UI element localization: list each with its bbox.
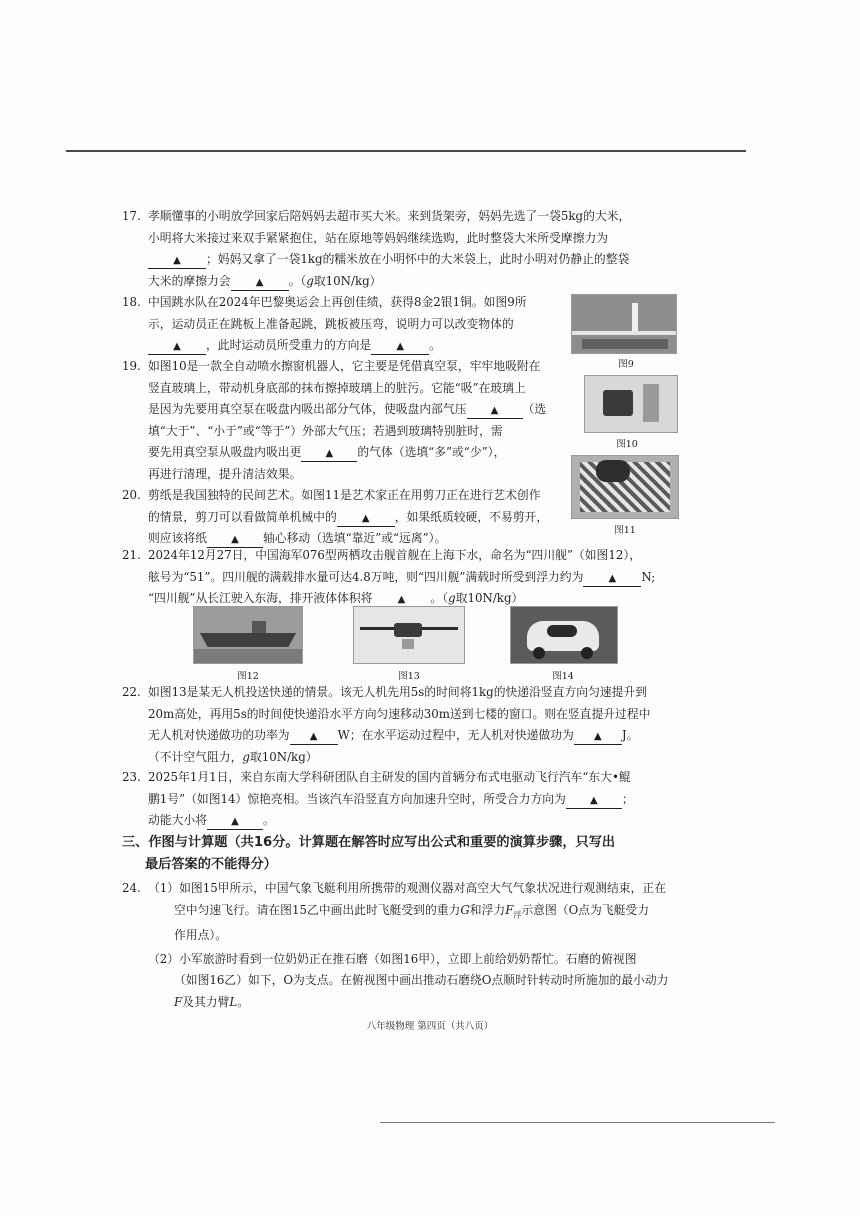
q24-part1-line-3: 作用点）。 bbox=[174, 928, 228, 943]
answer-blank[interactable]: ▲ bbox=[372, 591, 430, 608]
answer-blank[interactable]: ▲ bbox=[207, 531, 263, 548]
question-number: 18. bbox=[122, 295, 141, 309]
figure-9-caption: 图9 bbox=[618, 359, 634, 370]
question-24: 24. （1）如图15甲所示，中国气象飞艇利用所携带的观测仪器对高空大气气象状况进行观测结束，正在 空中匀速飞行。请在图15乙中画出此时飞艇受到的重力G和浮力$F_浮$示意图（O点为飞艇受力 作用点）。 （2）小军旅游时看到一位奶奶正在推石磨（如图16甲），立即上前给奶奶帮忙。石磨的俯视图 （如图16乙）如下，O为支点。在俯视图中画出推动石磨绕O点顺时针转动时所施加的最小动力 F及其力臂L。 bbox=[122, 878, 668, 1013]
robot-body bbox=[603, 390, 633, 416]
question-number: 23. bbox=[122, 770, 141, 784]
question-number: 20. bbox=[122, 488, 141, 502]
question-19: 19. 如图10是一款全自动喷水擦窗机器人，它主要是凭借真空泵，牢牢地吸附在 竖直玻璃上，带动机身底部的抹布擦掉玻璃上的脏污。它能“吸”在玻璃上 是因为先要用真空泵在吸盘内吸出部分气体，使吸盘内部气压 ▲ （选 填“大于”、“小于”或“等于”）外部大气压；若遇到玻璃特别脏时，需 要先用真空泵从吸盘内吸出更 ▲ 的气体（选填“多”或“少”）， 再进行清理，提升清洁效果。 bbox=[122, 356, 546, 485]
q19-line-1: 如图10是一款全自动喷水擦窗机器人，它主要是凭借真空泵，牢牢地吸附在 bbox=[148, 359, 541, 373]
q17-line-1: 孝顺懂事的小明放学回家后陪妈妈去超市买大米。来到货架旁，妈妈先选了一袋5kg的大米， bbox=[148, 209, 631, 223]
drone-body bbox=[394, 623, 422, 637]
answer-blank[interactable]: ▲ bbox=[583, 570, 641, 587]
figure-11-caption: 图11 bbox=[614, 525, 636, 536]
q24-part1-line-1: （1）如图15甲所示，中国气象飞艇利用所携带的观测仪器对高空大气气象状况进行观测结束，正在 bbox=[148, 881, 666, 895]
q22-line-1: 如图13是某无人机投送快递的情景。该无人机先用5s的时间将1kg的快递沿竖直方向匀速提升到 bbox=[148, 685, 648, 699]
q17-line-2: 小明将大米接过来双手紧紧抱住，站在原地等妈妈继续选购，此时整袋大米所受摩擦力为 bbox=[148, 230, 609, 245]
question-number: 24. bbox=[122, 881, 141, 895]
scissors-hands bbox=[596, 460, 630, 482]
figure-10-window-robot-photo bbox=[584, 375, 678, 433]
footer-rule bbox=[380, 1122, 775, 1123]
q23-line-1: 2025年1月1日，来自东南大学科研团队自主研发的国内首辆分布式电驱动飞行汽车“东大•鲲 bbox=[148, 770, 631, 784]
figure-14-caption: 图14 bbox=[552, 671, 574, 682]
q18-line-2: 示，运动员正在跳板上准备起跳，跳板被压弯，说明力可以改变物体的 bbox=[148, 316, 514, 331]
answer-blank[interactable]: ▲ bbox=[207, 813, 263, 830]
question-17: 17. 孝顺懂事的小明放学回家后陪妈妈去超市买大米。来到货架旁，妈妈先选了一袋5kg的大米， 小明将大米接过来双手紧紧抱住，站在原地等妈妈继续选购，此时整袋大米所受摩擦力为 ▲ ；妈妈又拿了一袋1kg的糯米放在小明怀中的大米袋上，此时小明对仍静止的整袋 大米的摩擦力会 ▲ 。（g取10N/kg） bbox=[122, 206, 630, 292]
q18-line-1: 中国跳水队在2024年巴黎奥运会上再创佳绩，获得8金2银1铜。如图9所 bbox=[148, 295, 527, 309]
answer-blank[interactable]: ▲ bbox=[231, 274, 289, 291]
answer-blank[interactable]: ▲ bbox=[371, 338, 429, 355]
q22-line-2: 20m高处，再用5s的时间使快递沿水平方向匀速移动30m送到七楼的窗口。则在竖直提升过程中 bbox=[148, 706, 651, 721]
ship-island bbox=[252, 621, 266, 633]
question-22: 22. 如图13是某无人机投送快递的情景。该无人机先用5s的时间将1kg的快递沿竖直方向匀速提升到 20m高处，再用5s的时间使快递沿水平方向匀速移动30m送到七楼的窗口。则在竖直提升过程中 无人机对快递做功的功率为 ▲ W；在水平运动过程中，无人机对快递做功为 ▲ J。 （不计空气阻力，g取10N/kg） bbox=[122, 682, 650, 768]
athlete-figure bbox=[632, 303, 638, 331]
q24-part2-line-1: （2）小军旅游时看到一位奶奶正在推石磨（如图16甲），立即上前给奶奶帮忙。石磨的俯视图 bbox=[148, 951, 637, 966]
answer-blank[interactable]: ▲ bbox=[148, 338, 206, 355]
q17-line-3: ；妈妈又拿了一袋1kg的糯米放在小明怀中的大米袋上，此时小明对仍静止的整袋 bbox=[206, 252, 630, 266]
question-23: 23. 2025年1月1日，来自东南大学科研团队自主研发的国内首辆分布式电驱动飞行汽车“东大•鲲 鹏1号”（如图14）惊艳亮相。当该汽车沿竖直方向加速升空时，所受合力方向为 ▲ ； 动能大小将 ▲ 。 bbox=[122, 767, 634, 832]
ship-hull bbox=[200, 633, 296, 647]
figure-12-caption: 图12 bbox=[237, 671, 259, 682]
question-number: 17. bbox=[122, 209, 141, 223]
figure-13-caption: 图13 bbox=[398, 671, 420, 682]
answer-blank[interactable]: ▲ bbox=[148, 252, 206, 269]
question-18: 18. 中国跳水队在2024年巴黎奥运会上再创佳绩，获得8金2银1铜。如图9所 示，运动员正在跳板上准备起跳，跳板被压弯，说明力可以改变物体的 ▲ ，此时运动员所受重力的方向是 ▲ 。 bbox=[122, 292, 527, 357]
figure-10-caption: 图10 bbox=[616, 439, 638, 450]
diving-board bbox=[572, 331, 676, 335]
car-window bbox=[547, 625, 577, 637]
question-number: 19. bbox=[122, 359, 141, 373]
figure-9-diving-board-photo bbox=[571, 294, 677, 354]
question-number: 21. bbox=[122, 548, 141, 562]
q20-line-1: 剪纸是我国独特的民间艺术。如图11是艺术家正在用剪刀正在进行艺术创作 bbox=[148, 488, 541, 502]
package bbox=[402, 639, 414, 649]
q19-line-6: 再进行清理，提升清洁效果。 bbox=[148, 466, 302, 481]
question-number: 22. bbox=[122, 685, 141, 699]
answer-blank[interactable]: ▲ bbox=[574, 728, 622, 745]
answer-blank[interactable]: ▲ bbox=[301, 445, 357, 462]
page-footer: 八年级物理 第四页（共八页） bbox=[366, 1021, 494, 1032]
q19-line-4: 填“大于”、“小于”或“等于”）外部大气压；若遇到玻璃特别脏时，需 bbox=[148, 423, 503, 438]
question-20: 20. 剪纸是我国独特的民间艺术。如图11是艺术家正在用剪刀正在进行艺术创作 的情景，剪刀可以看做简单机械中的 ▲ ，如果纸质较硬，不易剪开， 则应该将纸 ▲ 轴心移动（选填“靠近”或“远离”）。 bbox=[122, 485, 548, 550]
question-21: 21. 2024年12月27日，中国海军076型两栖攻击舰首舰在上海下水，命名为“四川舰”（如图12）， 舷号为“51”。四川舰的满载排水量可达4.8万吨，则“四川舰”满载时所受到浮力约为 ▲ N; “四川舰”从长江驶入东海，排开液体体积将 ▲ 。（g取10N/kg） bbox=[122, 545, 655, 610]
figure-12-warship-photo bbox=[193, 606, 303, 664]
figure-13-drone-photo bbox=[353, 606, 465, 664]
answer-blank[interactable]: ▲ bbox=[337, 510, 395, 527]
q21-line-1: 2024年12月27日，中国海军076型两栖攻击舰首舰在上海下水，命名为“四川舰”（如图12）， bbox=[148, 548, 642, 562]
answer-blank[interactable]: ▲ bbox=[467, 402, 523, 419]
q19-line-2: 竖直玻璃上，带动机身底部的抹布擦掉玻璃上的脏污。它能“吸”在玻璃上 bbox=[148, 380, 526, 395]
figure-14-flying-car-photo bbox=[510, 606, 618, 664]
answer-blank[interactable]: ▲ bbox=[566, 792, 622, 809]
q24-part2-line-2: （如图16乙）如下，O为支点。在俯视图中画出推动石磨绕O点顺时针转动时所施加的最小动力 bbox=[174, 973, 669, 988]
section-heading: 三、作图与计算题（共16分。计算题在解答时应写出公式和重要的演算步骤，只写出 最后答案的不能得分） bbox=[122, 835, 616, 872]
answer-blank[interactable]: ▲ bbox=[290, 728, 338, 745]
header-rule bbox=[66, 150, 746, 152]
figure-11-paper-cutting-photo bbox=[571, 455, 679, 519]
